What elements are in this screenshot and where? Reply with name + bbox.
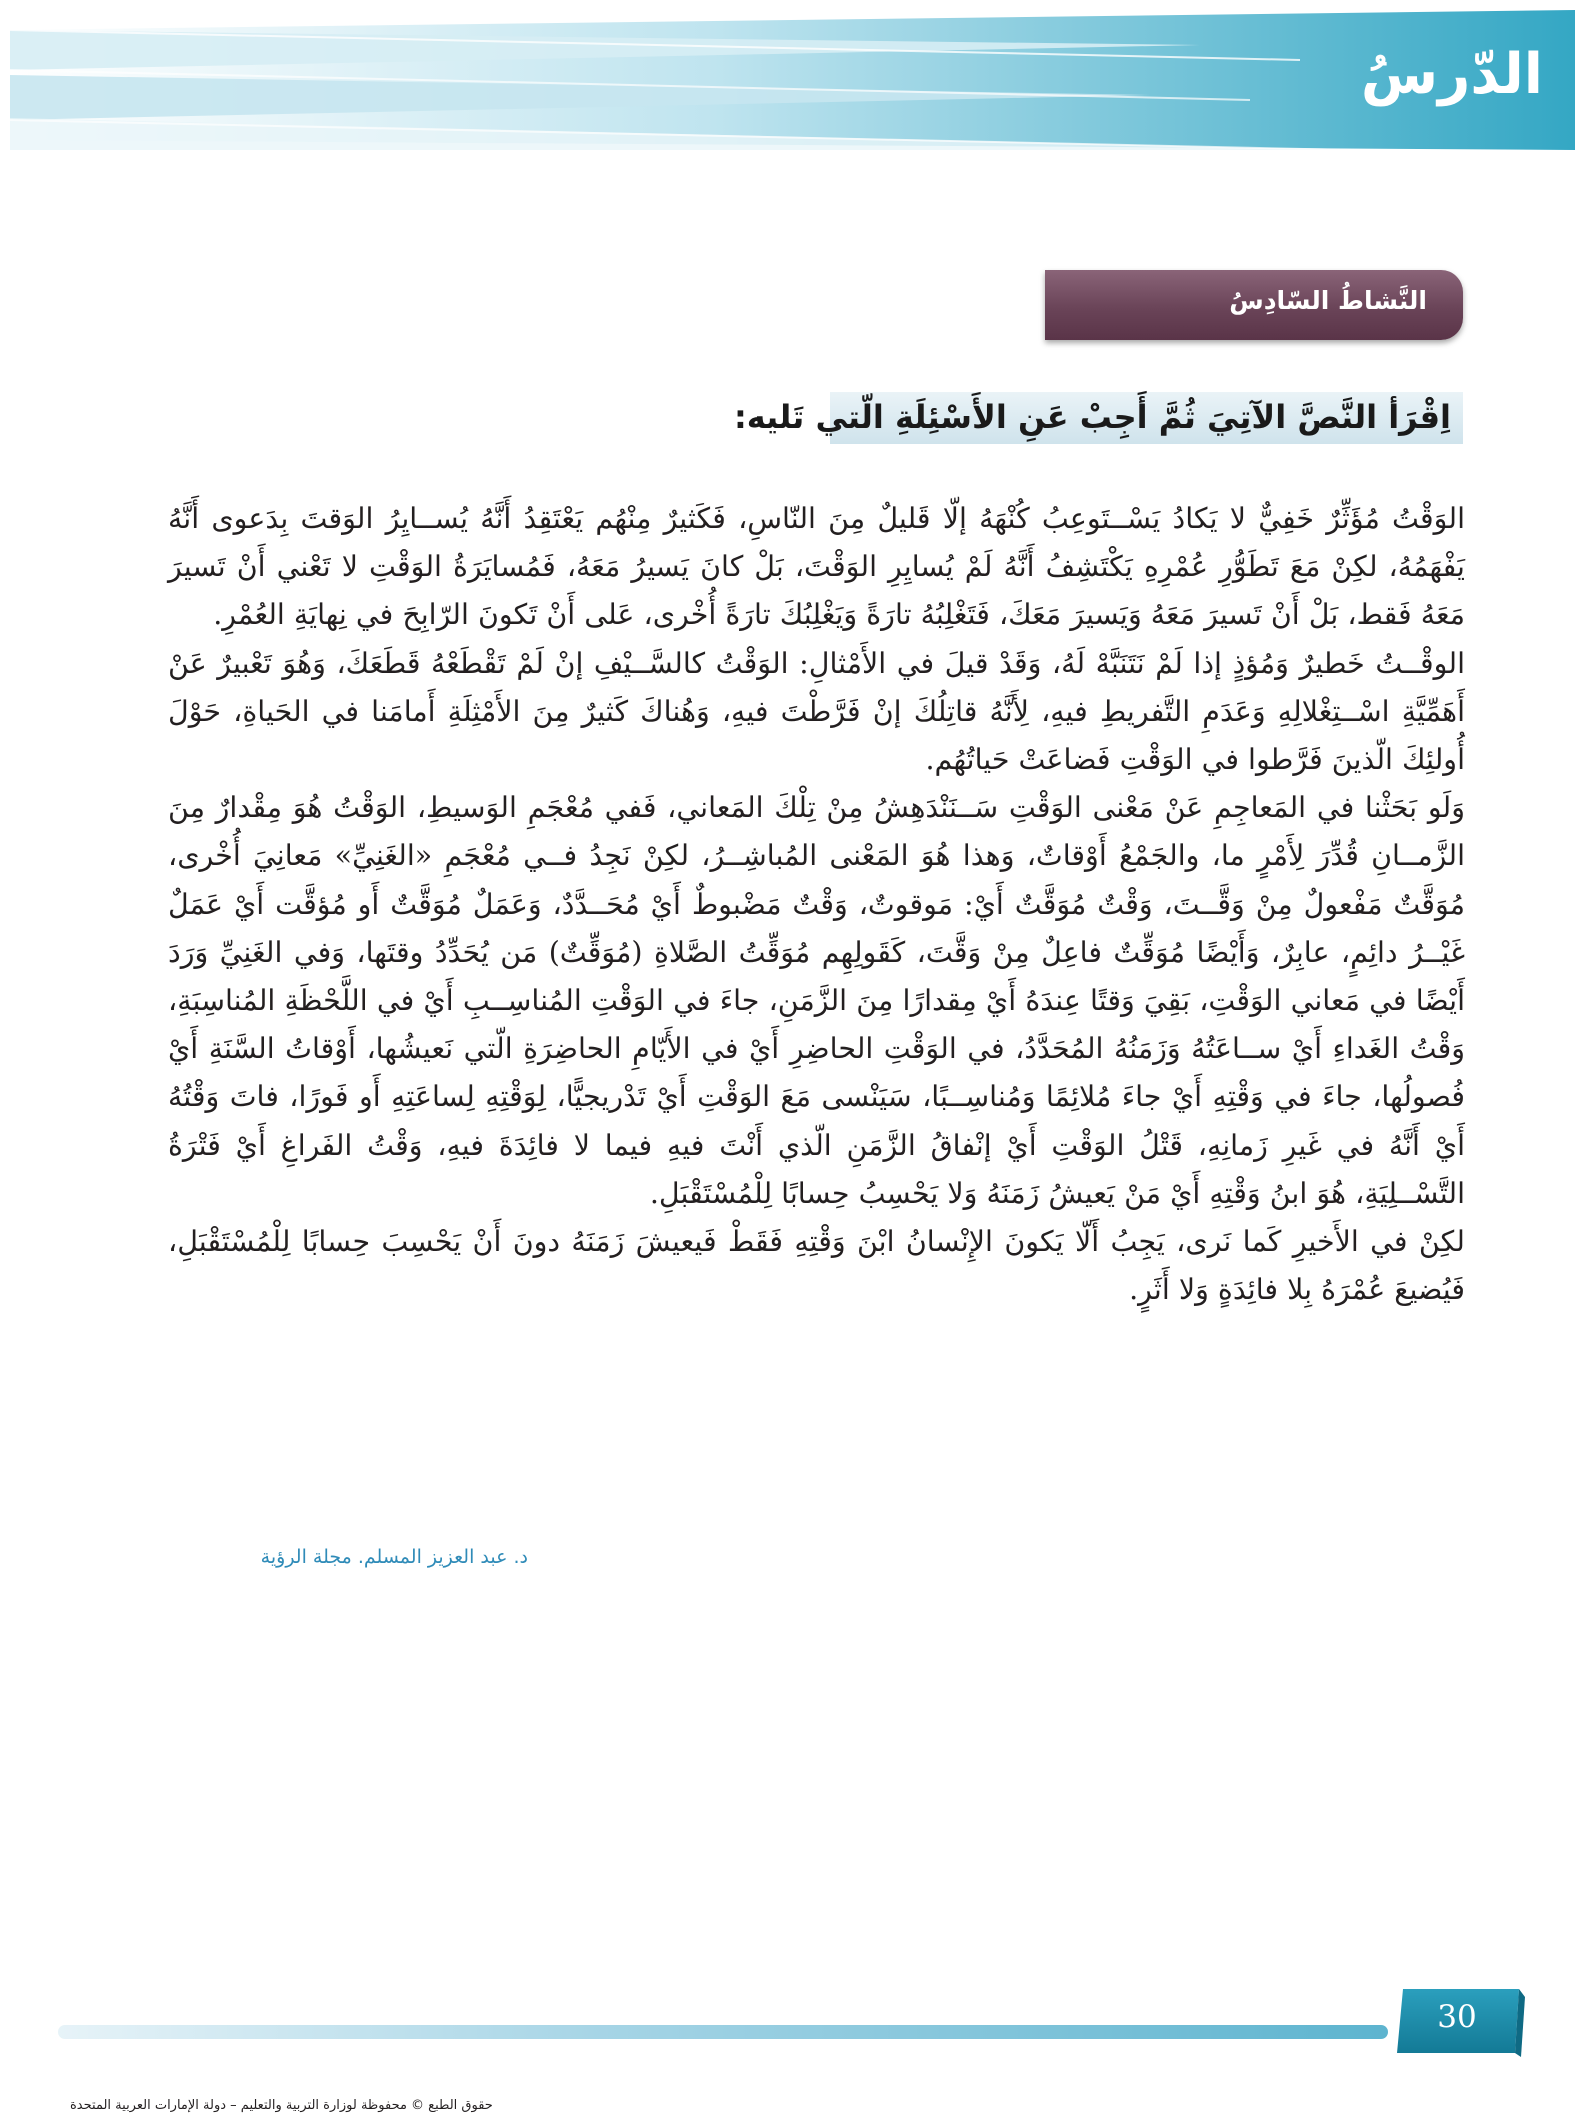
source-attribution: د. عبد العزيز المسلم. مجلة الرؤية <box>260 1546 528 1568</box>
reading-passage <box>168 495 1465 1314</box>
passage-paragraph: لكِنْ في الأَخيرِ كَما نَرى، يَجِبُ أَلّا يَكونَ الإِنْسانُ ابْنَ وَقْتِهِ فَقَطْ فَيعيشَ زَمَنَهُ دونَ أَنْ يَحْسِبَ حِسابًا لِلْمُسْتَقْبَلِ، فَيُضيعَ عُمْرَهُ بِلا فائِدَةٍ وَلا أَثَرٍ. <box>168 1225 1465 1307</box>
instruction-highlight <box>733 392 1463 444</box>
page-number: 30 <box>1437 1999 1477 2035</box>
page-number-badge <box>1395 1985 1527 2059</box>
lesson-title: الدّرسُ <box>1360 42 1543 107</box>
passage-paragraph: الوَقْتُ مُؤَثِّرٌ خَفِيٌّ لا يَكادُ يَسْــتَوعِبُ كُنْهَهُ إلّا قَليلٌ مِنَ النّاسِ، فَكَثيرٌ مِنْهُم يَعْتَقِدُ أَنَّهُ يُســايِرُ الوَقتَ بِدَعوى أَنَّهُ يَفْهَمُهُ، لكِنْ مَعَ تَطَوُّرِ عُمْرِهِ يَكْتَشِفُ أَنَّهُ لَمْ يُسايِرِ الوَقْتَ، بَلْ كانَ يَسيرُ مَعَهُ، فَمُسايَرَةُ الوَقْتِ لا تَعْني أَنْ تَسيرَ مَعَهُ فَقط، بَلْ أَنْ تَسيرَ مَعَهُ وَيَسيرَ مَعَكَ، فَتَغْلِبُهُ تارَةً وَيَغْلِبُكَ تارَةً أُخْرى، عَلى أَنْ تَكونَ الرّابِحَ في نِهايَةِ العُمْرِ. <box>168 502 1465 632</box>
instruction-text: اِقْرَأ النَّصَّ الآتِيَ ثُمَّ أَجِبْ عَنِ الأَسْئِلَةِ الّتي تَليه: <box>733 398 1451 436</box>
activity-label: النَّشاطُ السّادِسُ <box>1229 286 1427 315</box>
activity-tab <box>1045 270 1463 340</box>
passage-paragraph: الوقْــتُ خَطيرٌ وَمُؤذٍ إذا لَمْ نَتَنَبَّهْ لَهُ، وَقَدْ قيلَ في الأَمْثالِ: الوَقْتُ كالسَّــيْفِ إنْ لَمْ تَقْطَعْهُ قَطَعَكَ، وَهُوَ تَعْبيرٌ عَنْ أَهَمِّيَّةِ اسْــتِغْلالِهِ وَعَدَمِ التَّفريطِ فيهِ، لِأَنَّهُ قاتِلُكَ إنْ فَرَّطْتَ فيهِ، وَهُناكَ كَثيرٌ مِنَ الأَمْثِلَةِ أَمامَنا في الحَياةِ، حَوْلَ أُولئِكَ الّذينَ فَرَّطوا في الوَقْتِ فَضاعَتْ حَياتُهُم. <box>168 646 1465 777</box>
footer-bar <box>58 2025 1388 2039</box>
passage-paragraph: وَلَو بَحَثْنا في المَعاجِمِ عَنْ مَعْنى الوَقْتِ سَــنَنْدَهِشُ مِنْ تِلْكَ المَعاني، فَفي مُعْجَمِ الوَسيطِ، الوَقْتُ هُوَ مِقْدارٌ مِنَ الزَّمــانِ قُدِّرَ لِأَمْرٍ ما، والجَمْعُ أَوْقاتٌ، وَهذا هُوَ المَعْنى المُباشِــرُ، لكِنْ نَجِدُ فــي مُعْجَمِ «الغَنِيِّ» مَعانِيَ أُخْرى، مُوَقَّتٌ مَفْعولٌ مِنْ وَقَّــتَ، وَقْتٌ مُوَقَّتٌ أَيْ: مَوقوتٌ، وَقْتٌ مَضْبوطٌ أَيْ مُحَــدَّدٌ، وَعَمَلٌ مُوَقَّتٌ أَو مُؤقَّت أَيْ عَمَلٌ غَيْــرُ دائِمٍ، عابِرٌ، وَأَيْضًا مُوَقِّتٌ فاعِلٌ مِنْ وَقَّتَ، كَقَولِهِم مُوَقِّتُ الصَّلاةِ (مُوَقِّتٌ) مَن يُحَدِّدُ وقتَها، وَفي الغَنِيِّ وَرَدَ أَيْضًا في مَعاني الوَقْتِ، بَقِيَ وَقتًا عِندَهُ أَيْ مِقدارًا مِنَ الزَّمَنِ، جاءَ في الوَقْتِ المُناسِــبِ أَيْ في اللَّحْظَةِ المُناسِبَةِ، وَقْتُ الغَداءِ أَيْ ســاعَتُهُ وَزَمَنُهُ المُحَدَّدُ، في الوَقْتِ الحاضِرِ أَيْ في الأَيّامِ الحاضِرَةِ الّتي نَعيشُها، أَوْقاتُ السَّنَةِ أَيْ فُصولُها، جاءَ في وَقْتِهِ أَيْ جاءَ مُلائِمًا وَمُناسِــبًا، سَيَنْسى مَعَ الوَقْتِ أَيْ تَدْريجيًّا، لِوَقْتِهِ لِساعَتِهِ أَو فَورًا، فاتَ وَقْتُهُ أَيْ أَنَّهُ في غَيرِ زَمانِهِ، قَتْلُ الوَقْتِ أَيْ إنْفاقُ الزَّمَنِ الّذي أَنْتَ فيهِ فيما لا فائِدَةَ فيهِ، وَقْتُ الفَراغِ أَيْ فَتْرَةُ التَّسْــلِيَةِ، هُوَ ابنُ وَقْتِهِ أَيْ مَنْ يَعيشُ زَمَنَهُ وَلا يَحْسِبُ حِسابًا لِلْمُسْتَقْبَلِ. <box>168 791 1465 1210</box>
copyright-notice: حقوق الطبع © محفوظة لوزارة التربية والتعليم – دولة الإمارات العربية المتحدة <box>70 2098 493 2113</box>
header-banner <box>0 0 1575 160</box>
header-banner-graphic <box>0 0 1575 160</box>
